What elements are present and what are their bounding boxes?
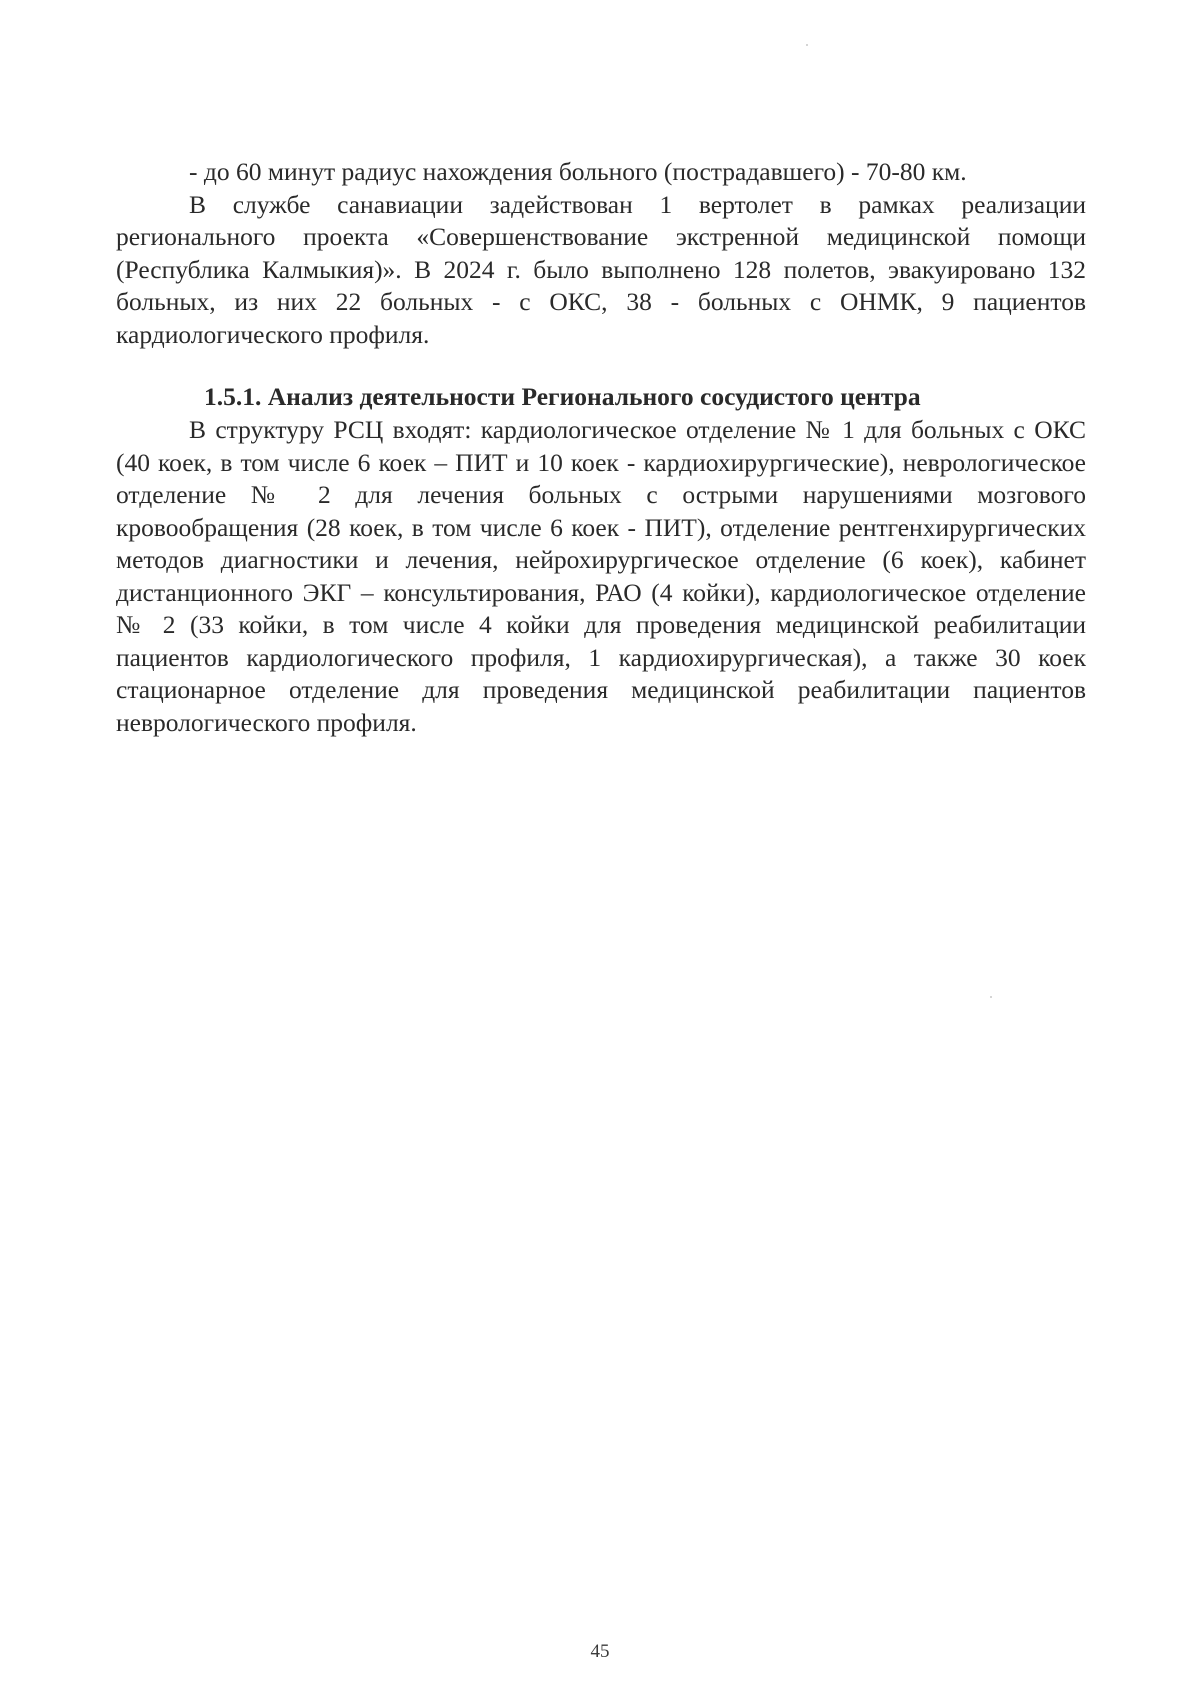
text-block-rsc (116, 414, 1086, 739)
scan-speck (990, 996, 992, 998)
paragraph-sanaviation: В службе санавиации задействован 1 вертолет в рамках реализации регионального проекта «Совершенствование экстренной медицинской помощи (Республика Калмыкия)». В 2024 г. было выполнено 128 полетов, эвакуировано 132 больных, из них 22 больных - с ОКС, 38 - больных с ОНМК, 9 пациентов кардиологического профиля. (116, 189, 1086, 349)
page-number: 45 (590, 1641, 610, 1662)
section-heading: 1.5.1. Анализ деятельности Регионального сосудистого центра (204, 382, 921, 411)
scan-speck (806, 44, 808, 46)
paragraph-radius: - до 60 минут радиус нахождения больного (пострадавшего) - 70-80 км. (189, 157, 967, 186)
paragraph-rsc-structure: В структуру РСЦ входят: кардиологическое отделение № 1 для больных с ОКС (40 коек, в том числе 6 коек – ПИТ и 10 коек - кардиохирургические), неврологическое отделение № 2 для лечения больных с острыми нарушениями мозгового кровообращения (28 коек, в том числе 6 коек - ПИТ), отделение рентгенхирургических методов диагностики и лечения, нейрохирургическое отделение (6 коек), кабинет дистанционного ЭКГ – консультирования, РАО (4 койки), кардиологическое отделение № 2 (33 койки, в том числе 4 койки для проведения медицинской реабилитации пациентов кардиологического профиля, 1 кардиохирургическая), а также 30 коек стационарное отделение для проведения медицинской реабилитации пациентов неврологического профиля. (116, 415, 1086, 737)
text-block-intro (116, 156, 1086, 351)
